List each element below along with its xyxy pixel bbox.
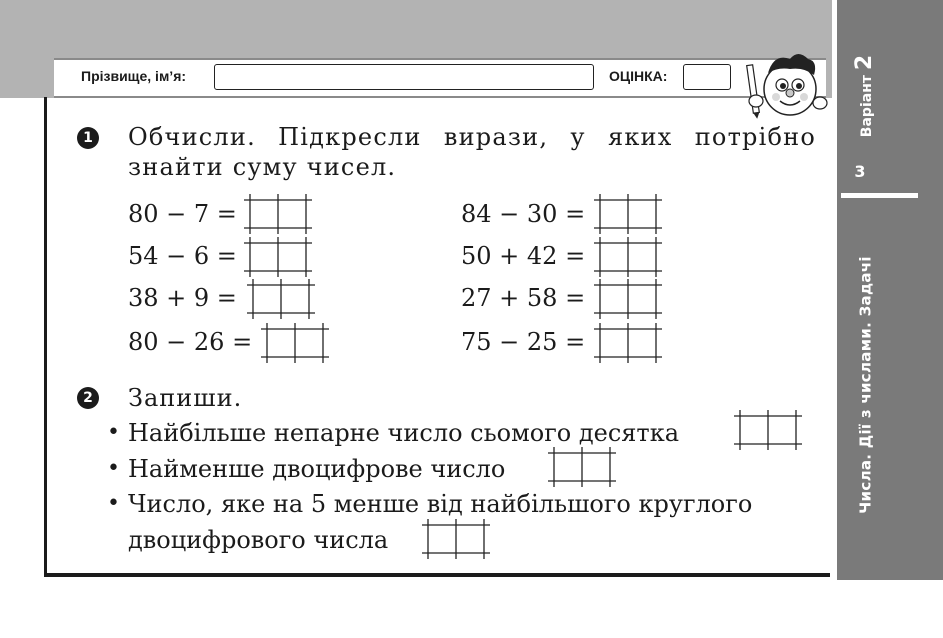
answer-cell-grid-icon[interactable] <box>592 192 664 236</box>
sidebar-divider <box>841 193 918 198</box>
expression-right-2: 50 + 42 = <box>461 242 586 270</box>
task-2-item-1: Найбільше непарне число сьомого десятка <box>128 419 680 447</box>
bullet-dot-icon: • <box>107 420 120 445</box>
answer-cell-grid-icon[interactable] <box>242 192 314 236</box>
expression-right-4: 75 − 25 = <box>461 328 586 356</box>
grade-label: ОЦІНКА: <box>609 68 668 84</box>
task-2-item-3: Число, яке на 5 менше від найбільшого круглого <box>128 490 753 518</box>
expression-right-1: 84 − 30 = <box>461 200 586 228</box>
answer-cell-grid-icon[interactable] <box>546 445 618 489</box>
bullet-dot-icon: • <box>107 456 120 481</box>
variant-number: 2 <box>852 54 877 71</box>
answer-cell-grid-icon[interactable] <box>245 277 317 321</box>
task-2-instruction: Запиши. <box>128 384 243 412</box>
answer-cell-grid-icon[interactable] <box>242 235 314 279</box>
expression-left-4: 80 − 26 = <box>128 328 253 356</box>
expression-right-3: 27 + 58 = <box>461 284 586 312</box>
page-number: 3 <box>854 162 866 181</box>
name-label: Прізвище, ім’я: <box>81 68 187 84</box>
task-2-marker: 2 <box>77 387 99 409</box>
expression-left-2: 54 − 6 = <box>128 242 237 270</box>
expression-left-3: 38 + 9 = <box>128 284 237 312</box>
answer-cell-grid-icon[interactable] <box>592 277 664 321</box>
name-field[interactable] <box>214 64 594 90</box>
grade-field[interactable] <box>683 64 731 90</box>
section-title: Числа. Дії з числами. Задачі <box>856 256 875 514</box>
task-2-item-2: Найменше двоцифрове число <box>128 455 506 483</box>
task-1-marker: 1 <box>77 127 99 149</box>
bullet-dot-icon: • <box>107 491 120 516</box>
task-1-instruction: Обчисли. Підкресли вирази, у яких потрібно знайти суму чисел. <box>128 123 816 181</box>
expression-left-1: 80 − 7 = <box>128 200 237 228</box>
variant-label-text: Варіант <box>859 75 875 138</box>
answer-cell-grid-icon[interactable] <box>592 235 664 279</box>
answer-cell-grid-icon[interactable] <box>259 321 331 365</box>
answer-cell-grid-icon[interactable] <box>420 517 492 561</box>
variant-label <box>852 48 877 144</box>
answer-cell-grid-icon[interactable] <box>732 408 804 452</box>
answer-cell-grid-icon[interactable] <box>592 321 664 365</box>
task-2-item-3-continuation: двоцифрового числа <box>128 526 389 554</box>
